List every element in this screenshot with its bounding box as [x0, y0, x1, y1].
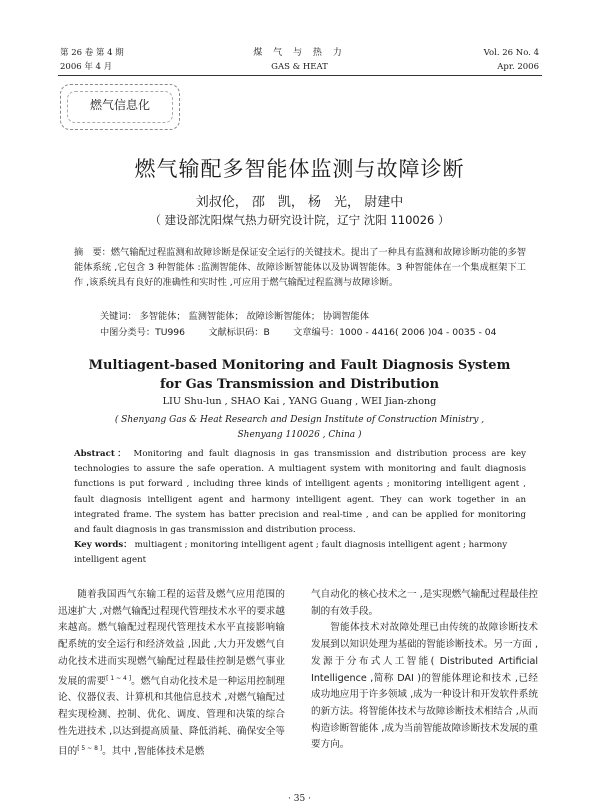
classification-line: 中图分类号：TU996 文献标识码：B 文章编号：1000 - 4416( 2006 )04 - 0035 - 04: [100, 327, 497, 338]
body-text: 随着我国西气东输工程的运营及燃气应用范围的迅速扩大 ,对燃气输配过程现代管理技术水平的要求越来越高。燃气输配过程现代管理技术水平直接影响输配系统的安全运行和经济效益 ,因此 ,大力开发燃气自动化技术进而实现燃气输配过程最佳控制是燃气事业发展的需要: [58, 589, 285, 687]
body-column-right: [311, 587, 538, 754]
abstract-text-en: Monitoring and fault diagnosis in gas transmission and distribution process are key technologies to assure the safe operation. A multiagent system with monitoring and fault diagnosis functions is put forward , including three kinds of intelligent agents ; monitoring intelligent agent , fault diagnosis intelligent agent and harmony intelligent agent. They can work together in an integrated frame. The system has batter precision and real-time , and can be applied for monitoring and fault diagnosis in gas transmission and distribution process.: [74, 449, 526, 536]
affiliation-en: [0, 413, 599, 443]
affiliation-en-line2: Shenyang 110026 , China ): [237, 430, 362, 440]
body-paragraph: 气自动化的核心技术之一 ,是实现燃气输配过程最佳控制的有效手段。: [311, 589, 538, 617]
affiliation-cn: （ 建设部沈阳煤气热力研究设计院，辽宁 沈阳 110026 ）: [149, 213, 450, 227]
authors-cn: 刘叔伦， 邵 凯， 杨 光， 尉建中: [195, 195, 404, 210]
body-text: 。燃气自动化技术是一种运用控制理论、仪器仪表、计算机和其他信息技术 ,对燃气输配过程实现检测、控制、优化、调度、管理和决策的综合性先进技术 ,以达到提高质量、降低消耗、确保安全等目的: [58, 675, 285, 757]
paper-title-cn: 燃气输配多智能体监测与故障诊断: [134, 157, 465, 181]
body-paragraph: 智能体技术对故障处理已由传统的故障诊断技术发展到以知识处理为基础的智能诊断技术。另一方面 ,发源于分布式人工智能( Distributed Artificial Intelligence ,简称 DAI )的智能体理论和技术 ,已经成功地应用于许多领域 ,成为一种设计和开发软件系统的新方法。将智能体技术与故障诊断技术相结合 ,从而构造诊断智能体 ,成为当前智能故障诊断技术发展的重要方向。: [311, 622, 538, 751]
citation-ref: [ 5 ~ 8 ]: [77, 744, 103, 752]
paper-title-en-line1: Multiagent-based Monitoring and Fault Diagnosis System: [88, 358, 511, 373]
journal-volume-info-en: [484, 46, 539, 74]
body-paragraph: [58, 587, 285, 760]
column-tag: 燃气信息化: [89, 98, 150, 112]
paper-title-en-line2: for Gas Transmission and Distribution: [159, 377, 440, 392]
abstract-label-cn: 摘 要：: [74, 247, 111, 258]
abstract-en: [74, 447, 526, 538]
keywords-cn: 关键词： 多智能体； 监测智能体； 故障诊断智能体； 协调智能体: [100, 311, 369, 322]
body-text: 。其中 ,智能体技术是燃: [102, 745, 205, 757]
paper-title-en: [0, 356, 599, 394]
citation-ref: [ 1 ~ 4 ]: [106, 674, 132, 682]
authors-en: LIU Shu-lun , SHAO Kai , YANG Guang , WEI Jian-zhong: [162, 396, 437, 407]
keywords-en: [74, 538, 526, 568]
header-rule: [58, 75, 542, 76]
affiliation-en-line1: ( Shenyang Gas & Heat Research and Design Institute of Construction Ministry ,: [114, 415, 485, 425]
journal-name-en: GAS & HEAT: [271, 62, 328, 72]
keywords-label-en: Key words：: [74, 540, 132, 550]
issue-date-en: Apr. 2006: [497, 62, 539, 72]
keywords-text-en: multiagent ; monitoring intelligent agent ; fault diagnosis intelligent agent ; harmony intelligent agent: [74, 540, 508, 566]
volume-issue: 第 26 卷 第 4 期: [60, 48, 124, 58]
body-column-left: [58, 587, 285, 760]
journal-name-cn: 煤 气 与 热 力: [253, 48, 346, 58]
column-tag-box: [60, 84, 180, 130]
abstract-label-en: Abstract：: [74, 449, 129, 459]
volume-issue-en: Vol. 26 No. 4: [483, 48, 539, 58]
abstract-text-cn: 燃气输配过程监测和故障诊断是保证安全运行的关键技术。提出了一种具有监测和故障诊断功能的多智能体系统 ,它包含 3 种智能体 :监测智能体、故障诊断智能体以及协调智能体。3 种智能体在一个集成框架下工作 ,该系统具有良好的准确性和实时性 ,可应用于燃气输配过程监测与故障诊断。: [74, 247, 527, 289]
abstract-cn: [74, 245, 526, 291]
issue-date-cn: 2006 年 4 月: [60, 62, 113, 72]
page-number: · 35 ·: [288, 794, 311, 804]
